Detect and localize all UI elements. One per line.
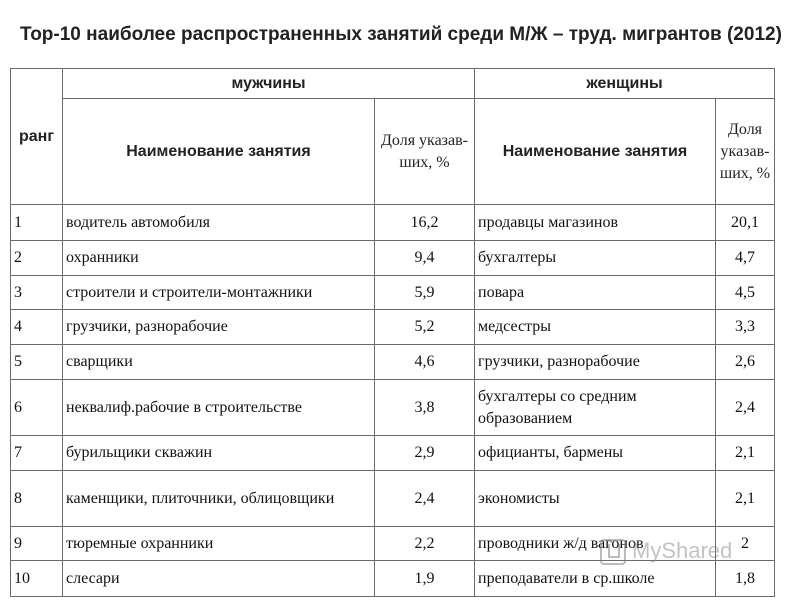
men-share-cell: 16,2 — [375, 205, 475, 241]
women-occupation-cell: преподаватели в ср.школе — [475, 561, 716, 597]
men-occupation-cell: неквалиф.рабочие в строительстве — [63, 380, 375, 436]
men-share-header: Доля указав-ших, % — [375, 99, 475, 205]
table-row — [11, 205, 775, 241]
watermark-logo-icon — [600, 539, 626, 565]
men-share-cell: 1,9 — [375, 561, 475, 597]
women-share-cell: 2 — [716, 527, 775, 561]
men-share-cell: 2,4 — [375, 471, 475, 527]
rank-cell: 6 — [11, 380, 63, 436]
rank-cell: 8 — [11, 471, 63, 527]
rank-cell: 2 — [11, 241, 63, 276]
women-share-cell: 4,5 — [716, 276, 775, 310]
women-share-header: Доля указав-ших, % — [716, 99, 775, 205]
women-share-cell: 1,8 — [716, 561, 775, 597]
men-share-cell: 3,8 — [375, 380, 475, 436]
women-occupation-cell: бухгалтеры со средним образованием — [475, 380, 716, 436]
men-occupation-cell: водитель автомобиля — [63, 205, 375, 241]
men-share-cell: 9,4 — [375, 241, 475, 276]
rank-cell: 3 — [11, 276, 63, 310]
women-occupation-cell: официанты, бармены — [475, 436, 716, 471]
women-occupation-cell: проводники ж/д вагонов — [475, 527, 716, 561]
men-occupation-cell: охранники — [63, 241, 375, 276]
men-occupation-cell: сварщики — [63, 345, 375, 380]
women-occupation-cell: экономисты — [475, 471, 716, 527]
men-share-cell: 5,2 — [375, 310, 475, 345]
women-share-cell: 20,1 — [716, 205, 775, 241]
men-occupation-header: Наименование занятия — [63, 99, 375, 205]
women-share-cell: 3,3 — [716, 310, 775, 345]
men-share-cell: 4,6 — [375, 345, 475, 380]
women-share-cell: 2,6 — [716, 345, 775, 380]
table-row — [11, 276, 775, 310]
men-share-cell: 2,2 — [375, 527, 475, 561]
rank-cell: 4 — [11, 310, 63, 345]
rank-cell: 7 — [11, 436, 63, 471]
women-share-cell: 2,1 — [716, 471, 775, 527]
slide-title: Top-10 наиболее распространенных занятий среди М/Ж – труд. мигрантов (2012) — [20, 24, 782, 45]
watermark-text: MyShared — [632, 538, 733, 563]
men-occupation-cell: грузчики, разнорабочие — [63, 310, 375, 345]
women-occupation-cell: медсестры — [475, 310, 716, 345]
men-share-cell: 5,9 — [375, 276, 475, 310]
table-row — [11, 310, 775, 345]
men-occupation-cell: тюремные охранники — [63, 527, 375, 561]
rank-cell: 5 — [11, 345, 63, 380]
women-occupation-cell: грузчики, разнорабочие — [475, 345, 716, 380]
women-share-cell: 2,4 — [716, 380, 775, 436]
men-occupation-cell: каменщики, плиточники, облицовщики — [63, 471, 375, 527]
women-header: женщины — [475, 69, 775, 99]
table-row — [11, 436, 775, 471]
men-occupation-cell: бурильщики скважин — [63, 436, 375, 471]
women-share-cell: 4,7 — [716, 241, 775, 276]
women-share-cell: 2,1 — [716, 436, 775, 471]
occupations-table — [10, 68, 775, 597]
rank-cell: 9 — [11, 527, 63, 561]
rank-cell: 10 — [11, 561, 63, 597]
table-row — [11, 471, 775, 527]
men-share-cell: 2,9 — [375, 436, 475, 471]
table-row — [11, 345, 775, 380]
table-row — [11, 241, 775, 276]
watermark — [600, 538, 732, 565]
rank-cell: 1 — [11, 205, 63, 241]
rank-header: ранг — [11, 69, 63, 205]
table-row — [11, 380, 775, 436]
men-occupation-cell: строители и строители-монтажники — [63, 276, 375, 310]
women-occupation-cell: продавцы магазинов — [475, 205, 716, 241]
men-occupation-cell: слесари — [63, 561, 375, 597]
women-occupation-cell: бухгалтеры — [475, 241, 716, 276]
table-row — [11, 561, 775, 597]
women-occupation-cell: повара — [475, 276, 716, 310]
men-header: мужчины — [63, 69, 475, 99]
women-occupation-header: Наименование занятия — [475, 99, 716, 205]
